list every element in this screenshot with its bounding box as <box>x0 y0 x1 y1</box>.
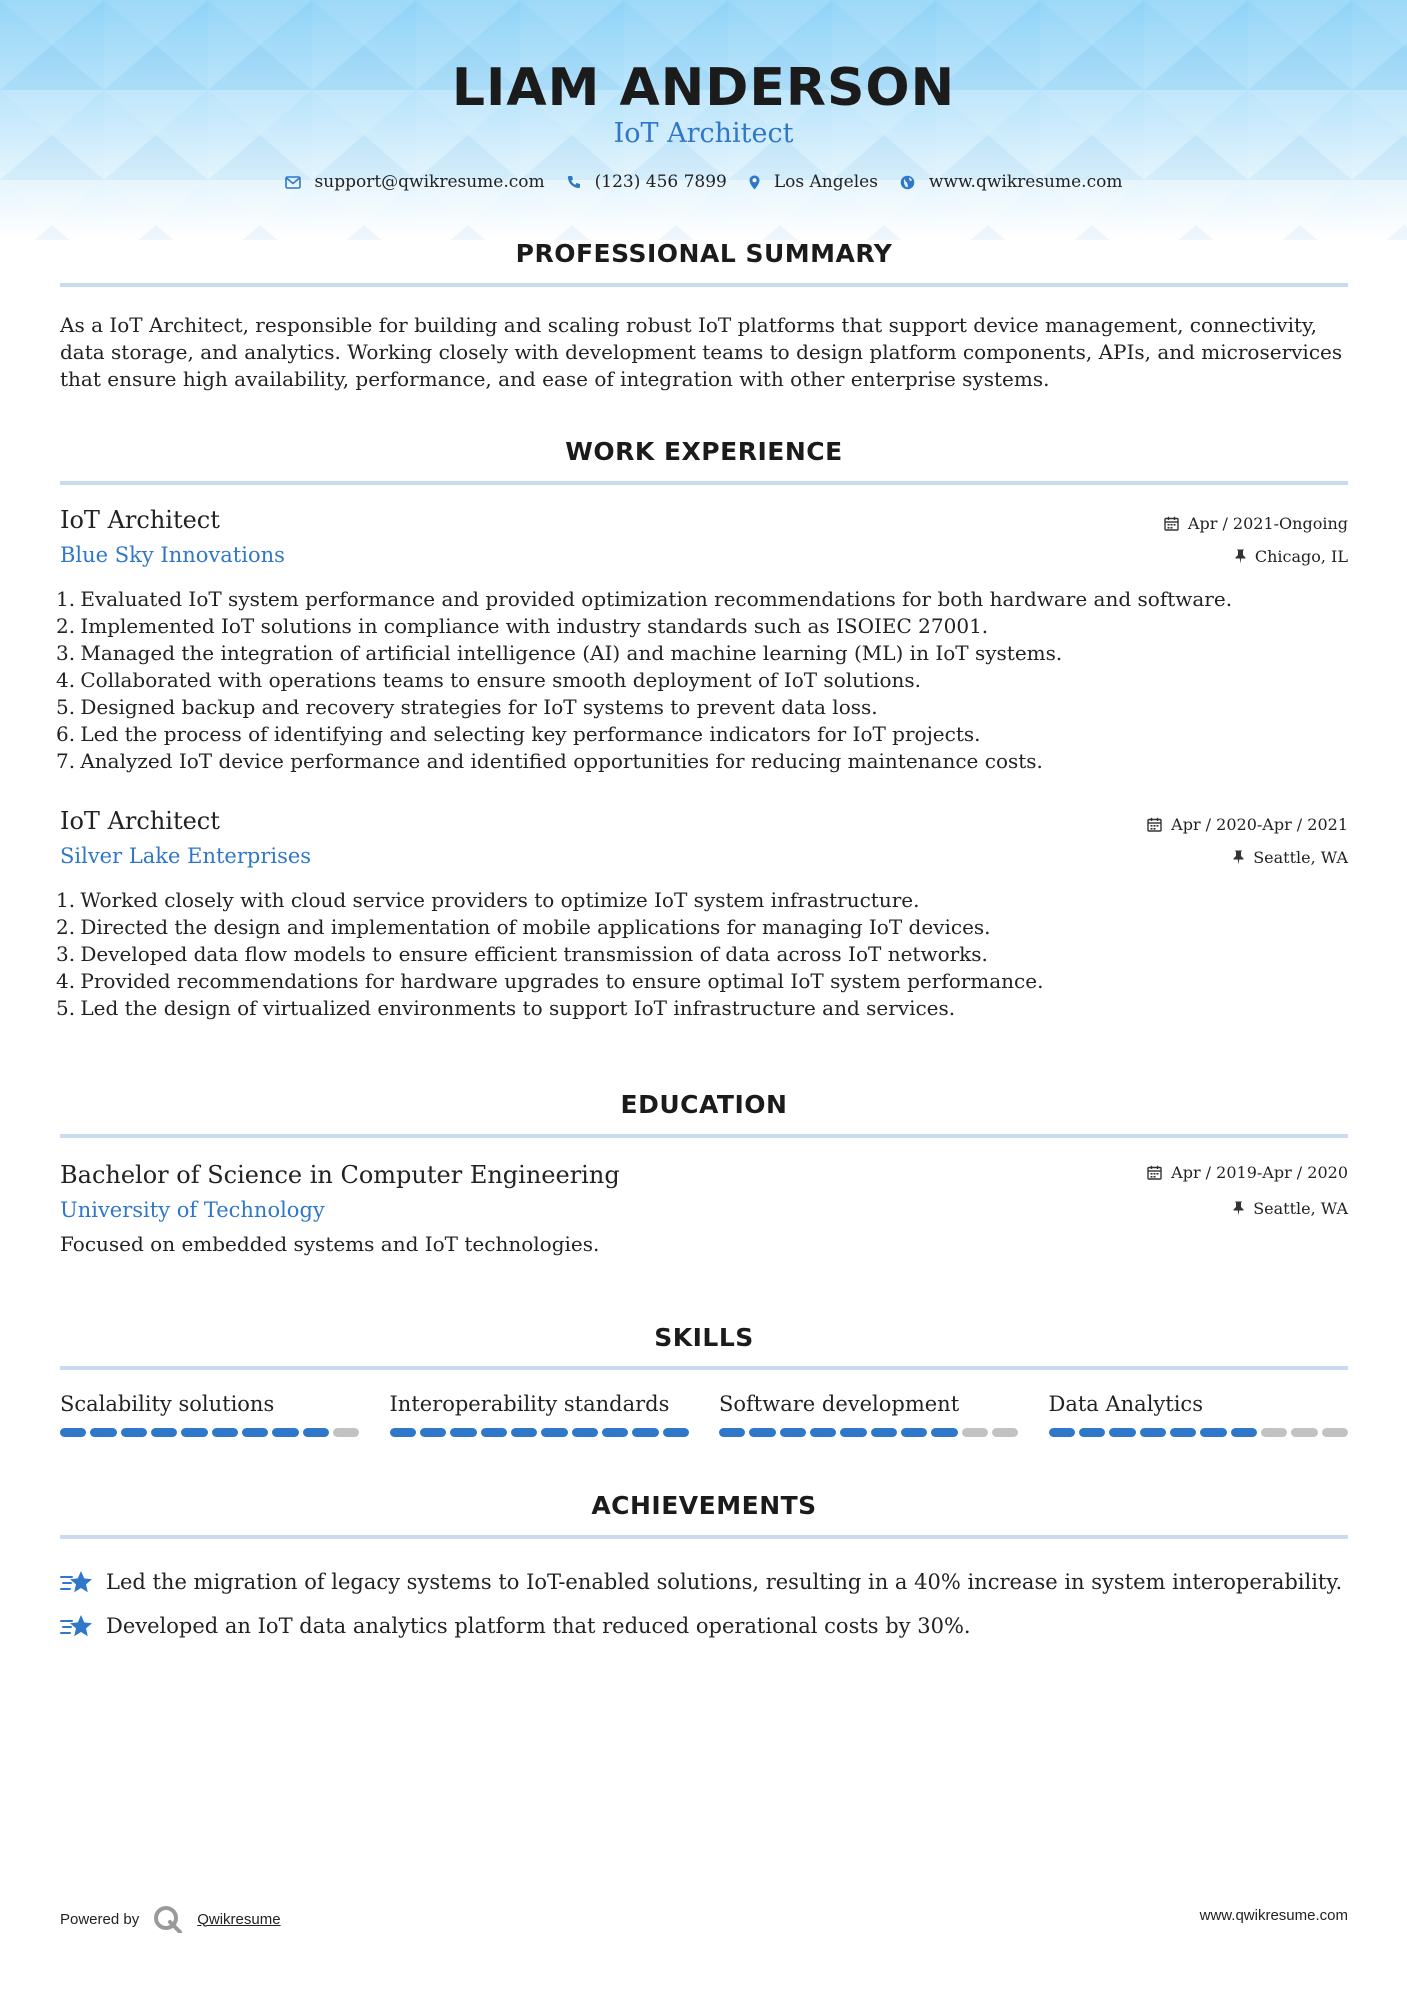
contact-website[interactable] <box>900 172 1123 192</box>
skill-level-segment-filled <box>272 1428 298 1437</box>
achievement-text: Developed an IoT data analytics platform that reduced operational costs by 30%. <box>106 1614 971 1638</box>
skill-level-segment-filled <box>1109 1428 1135 1437</box>
calendar-icon <box>1147 1165 1162 1180</box>
skill-level-segment-filled <box>663 1428 689 1437</box>
job-bullet: 2. Directed the design and implementation of mobile applications for managing IoT devices. <box>56 915 991 939</box>
job-bullet: 4. Provided recommendations for hardware upgrades to ensure optimal IoT system performance. <box>56 969 1044 993</box>
website-text: www.qwikresume.com <box>928 172 1123 192</box>
job-date <box>1164 514 1348 533</box>
skill-level-segment-filled <box>151 1428 177 1437</box>
job-bullet: 4. Collaborated with operations teams to ensure smooth deployment of IoT solutions. <box>56 668 921 692</box>
skill-level-segment-filled <box>572 1428 598 1437</box>
skill-level-bar <box>60 1428 360 1437</box>
job-bullets <box>56 586 1348 775</box>
job-date-text: Apr / 2021-Ongoing <box>1187 514 1348 533</box>
education-description: Focused on embedded systems and IoT technologies. <box>60 1232 600 1256</box>
skill-level-segment-empty <box>992 1428 1018 1437</box>
skill-level-segment-filled <box>871 1428 897 1437</box>
calendar-icon <box>1147 817 1162 832</box>
skill-level-segment-filled <box>749 1428 775 1437</box>
skill-level-segment-filled <box>212 1428 238 1437</box>
achievement-item <box>60 1560 1348 1604</box>
skill-level-segment-filled <box>632 1428 658 1437</box>
skill-level-segment-filled <box>181 1428 207 1437</box>
skill-level-segment-filled <box>481 1428 507 1437</box>
skill-level-segment-filled <box>303 1428 329 1437</box>
star-icon <box>60 1568 94 1596</box>
calendar-icon <box>1164 516 1179 531</box>
job-bullet: 1. Evaluated IoT system performance and provided optimization recommendations for both hardware and software. <box>56 587 1233 611</box>
pushpin-icon <box>1233 1201 1244 1216</box>
skill-level-segment-filled <box>780 1428 806 1437</box>
pushpin-icon <box>1233 850 1244 865</box>
achievement-item <box>60 1604 1348 1648</box>
skill-level-segment-filled <box>602 1428 628 1437</box>
job-bullet: 5. Led the design of virtualized environments to support IoT infrastructure and services. <box>56 996 956 1020</box>
education-date-text: Apr / 2019-Apr / 2020 <box>1171 1163 1348 1182</box>
summary-line: that ensure high availability, performance, and ease of integration with other enterprise systems. <box>60 367 1050 391</box>
candidate-name: LIAM ANDERSON <box>451 58 956 118</box>
powered-by-label: Powered by <box>60 1910 140 1928</box>
job-bullet: 6. Led the process of identifying and selecting key performance indicators for IoT projects. <box>56 722 981 746</box>
skills-list <box>60 1392 1348 1437</box>
job-company: Silver Lake Enterprises <box>60 844 312 868</box>
location-text: Los Angeles <box>773 172 878 192</box>
summary-divider <box>60 283 1348 287</box>
skill-level-segment-filled <box>810 1428 836 1437</box>
education-degree: Bachelor of Science in Computer Engineering <box>60 1161 620 1189</box>
globe-icon <box>900 175 915 190</box>
education-date <box>1147 1163 1348 1182</box>
contact-email[interactable] <box>285 172 545 192</box>
skill-level-segment-filled <box>1140 1428 1166 1437</box>
skill-level-segment-empty <box>333 1428 359 1437</box>
job-role: IoT Architect <box>60 807 220 835</box>
skill-level-segment-empty <box>1322 1428 1348 1437</box>
email-text: support@qwikresume.com <box>314 172 545 192</box>
map-pin-icon <box>749 175 760 190</box>
skill-level-segment-filled <box>931 1428 957 1437</box>
skill-level-segment-filled <box>242 1428 268 1437</box>
skill-item <box>60 1392 360 1437</box>
job-bullet: 7. Analyzed IoT device performance and identified opportunities for reducing maintenance costs. <box>56 749 1043 773</box>
contact-bar <box>0 172 1407 192</box>
skill-level-segment-filled <box>1170 1428 1196 1437</box>
skill-level-segment-filled <box>60 1428 86 1437</box>
skill-level-segment-filled <box>450 1428 476 1437</box>
skill-level-segment-filled <box>90 1428 116 1437</box>
job-role: IoT Architect <box>60 506 220 534</box>
skill-level-segment-filled <box>541 1428 567 1437</box>
skill-level-segment-filled <box>1200 1428 1226 1437</box>
star-icon <box>60 1612 94 1640</box>
skill-level-segment-filled <box>719 1428 745 1437</box>
phone-icon <box>567 175 581 189</box>
phone-text: (123) 456 7899 <box>594 172 727 192</box>
job-location <box>1235 547 1348 566</box>
powered-by <box>60 1905 281 1933</box>
candidate-title: IoT Architect <box>613 118 794 149</box>
education-entry <box>60 1161 1348 1271</box>
job-bullet: 3. Managed the integration of artificial intelligence (AI) and machine learning (ML) in IoT systems. <box>56 641 1063 665</box>
education-location <box>1233 1199 1348 1218</box>
skill-level-bar <box>390 1428 690 1437</box>
skill-level-bar <box>719 1428 1019 1437</box>
pushpin-icon <box>1235 549 1246 564</box>
footer <box>60 1900 1348 1930</box>
skill-level-segment-filled <box>121 1428 147 1437</box>
job-location <box>1233 848 1348 867</box>
achievements-heading: ACHIEVEMENTS <box>591 1491 817 1520</box>
skill-name: Scalability solutions <box>60 1392 275 1416</box>
skill-level-segment-filled <box>901 1428 927 1437</box>
contact-phone[interactable] <box>567 172 727 192</box>
qwikresume-logo-icon <box>153 1905 183 1933</box>
qwikresume-link[interactable]: Qwikresume <box>197 1910 281 1928</box>
skill-level-segment-filled <box>390 1428 416 1437</box>
job-company: Blue Sky Innovations <box>60 543 285 567</box>
achievements-divider <box>60 1535 1348 1539</box>
education-divider <box>60 1134 1348 1138</box>
summary-heading: PROFESSIONAL SUMMARY <box>515 239 893 268</box>
skill-level-segment-empty <box>962 1428 988 1437</box>
skill-level-segment-empty <box>1261 1428 1287 1437</box>
skill-name: Interoperability standards <box>389 1392 670 1416</box>
job-location-text: Seattle, WA <box>1253 848 1348 867</box>
summary-line: As a IoT Architect, responsible for building and scaling robust IoT platforms that support device management, connectivity, <box>60 313 1318 337</box>
job-bullet: 1. Worked closely with cloud service providers to optimize IoT system infrastructure. <box>56 888 920 912</box>
job-bullet: 2. Implemented IoT solutions in compliance with industry standards such as ISOIEC 27001. <box>56 614 989 638</box>
contact-location <box>749 172 878 192</box>
skill-level-segment-filled <box>840 1428 866 1437</box>
skill-level-segment-filled <box>420 1428 446 1437</box>
skill-item <box>390 1392 690 1437</box>
summary-text <box>60 312 1348 393</box>
education-location-text: Seattle, WA <box>1253 1199 1348 1218</box>
skill-name: Software development <box>719 1392 960 1416</box>
job-date <box>1147 815 1348 834</box>
education-school: University of Technology <box>60 1198 325 1222</box>
skill-level-segment-filled <box>511 1428 537 1437</box>
job-bullet: 5. Designed backup and recovery strategies for IoT systems to prevent data loss. <box>56 695 878 719</box>
envelope-icon <box>285 176 301 189</box>
job-entry <box>56 807 1348 1037</box>
job-date-text: Apr / 2020-Apr / 2021 <box>1171 815 1348 834</box>
skill-name: Data Analytics <box>1048 1392 1203 1416</box>
job-location-text: Chicago, IL <box>1254 547 1348 566</box>
skill-level-bar <box>1049 1428 1349 1437</box>
footer-website[interactable]: www.qwikresume.com <box>1199 1907 1348 1924</box>
experience-heading: WORK EXPERIENCE <box>565 437 843 466</box>
experience-divider <box>60 481 1348 485</box>
education-heading: EDUCATION <box>620 1090 788 1119</box>
skill-level-segment-filled <box>1231 1428 1257 1437</box>
skill-item <box>1049 1392 1349 1437</box>
job-bullet: 3. Developed data flow models to ensure efficient transmission of data across IoT networks. <box>56 942 988 966</box>
skill-item <box>719 1392 1019 1437</box>
job-entry <box>56 506 1348 786</box>
achievement-text: Led the migration of legacy systems to IoT-enabled solutions, resulting in a 40% increase in system interoperability. <box>106 1570 1343 1594</box>
skill-level-segment-empty <box>1291 1428 1317 1437</box>
achievements-list <box>60 1560 1348 1648</box>
summary-line: data storage, and analytics. Working closely with development teams to design platform components, APIs, and microservices <box>60 340 1343 364</box>
job-bullets <box>56 887 1348 1022</box>
skill-level-segment-filled <box>1079 1428 1105 1437</box>
skill-level-segment-filled <box>1049 1428 1075 1437</box>
skills-divider <box>60 1366 1348 1370</box>
skills-heading: SKILLS <box>654 1323 754 1352</box>
